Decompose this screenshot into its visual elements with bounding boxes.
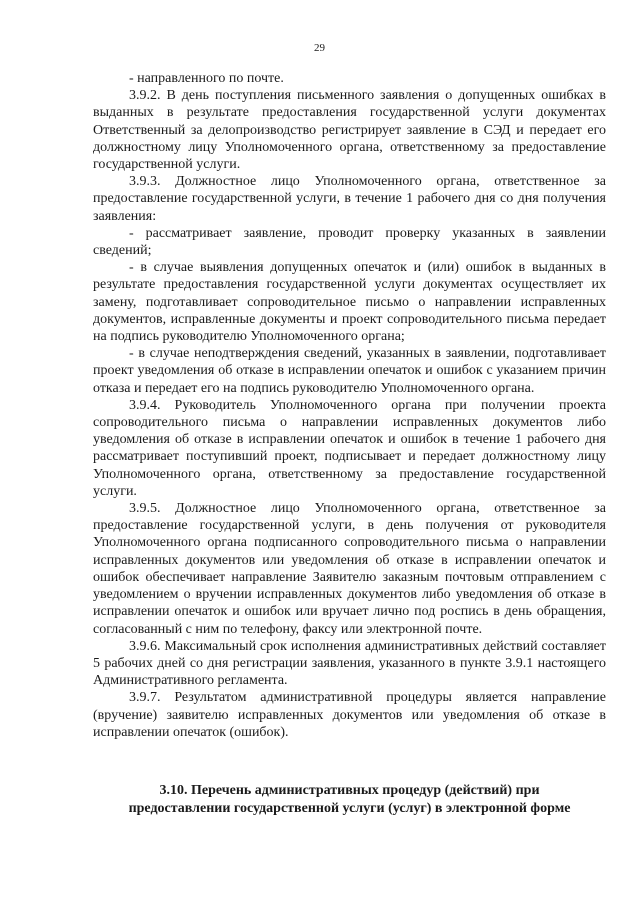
page-number: 29: [314, 42, 325, 54]
body-text: [93, 70, 606, 741]
paragraph: - в случае неподтверждения сведений, указанных в заявлении, подготавливает проект уведомления об отказе в исправлении опечаток и ошибок с указанием причин отказа и передает его на подпись руководителю Уполномоченного органа.: [93, 346, 606, 396]
paragraph: 3.9.6. Максимальный срок исполнения административных действий составляет 5 рабочих дней со дня регистрации заявления, указанного в пункте 3.9.1 настоящего Административного регламента.: [93, 638, 606, 689]
section-heading-line: предоставлении государственной услуги (услуг) в электронной форме: [128, 801, 571, 816]
paragraph: - направленного по почте.: [129, 71, 284, 86]
paragraph: - рассматривает заявление, проводит проверку указанных в заявлении сведений;: [93, 225, 606, 259]
section-heading: [93, 782, 606, 818]
paragraph: - в случае выявления допущенных опечаток и (или) ошибок в выданных в результате предоставления государственной услуги документах осуществляет их замену, подготавливает сопроводительное письмо о направлении исправленных документов, исправленные документы и проект сопроводительного письма передает на подпись руководителю Уполномоченного органа;: [93, 260, 606, 345]
paragraph: 3.9.7. Результатом административной процедуры является направление (вручение) заявителю исправленных документов или уведомления об отказе в исправлении опечаток (ошибок).: [93, 690, 606, 740]
paragraph: 3.9.4. Руководитель Уполномоченного органа при получении проекта сопроводительного письма о направлении исправленных документов либо уведомления об отказе в исправлении опечаток и ошибок в течение 1 рабочего дня рассматривает поступивший проект, подписывает и передает должностному лицу Уполномоченного органа, ответственному за предоставление государственной услуги.: [93, 397, 606, 499]
paragraph: 3.9.5. Должностное лицо Уполномоченного органа, ответственное за предоставление государственной услуги, в день получения от руководителя Уполномоченного органа подписанного сопроводительного письма о направлении исправленных документов или уведомления об отказе в исправлении опечаток и ошибок обеспечивает направление Заявителю заказным почтовым отправлением с уведомлением о вручении исправленных документов либо уведомления об отказе в исправлении опечаток и ошибок или вручает лично под роспись в день обращения, согласованный с ним по телефону, факсу или электронной почте.: [93, 501, 606, 637]
section-heading-line: 3.10. Перечень административных процедур (действий) при: [159, 783, 540, 798]
paragraph: 3.9.2. В день поступления письменного заявления о допущенных ошибках в выданных в результате предоставления государственной услуги документах Ответственный за делопроизводство регистрирует заявление в СЭД и передает его должностному лицу Уполномоченного органа, ответственному за предоставление государственной услуги.: [93, 88, 606, 173]
paragraph: 3.9.3. Должностное лицо Уполномоченного органа, ответственное за предоставление государственной услуги, в течение 1 рабочего дня со дня получения заявления:: [93, 174, 606, 224]
